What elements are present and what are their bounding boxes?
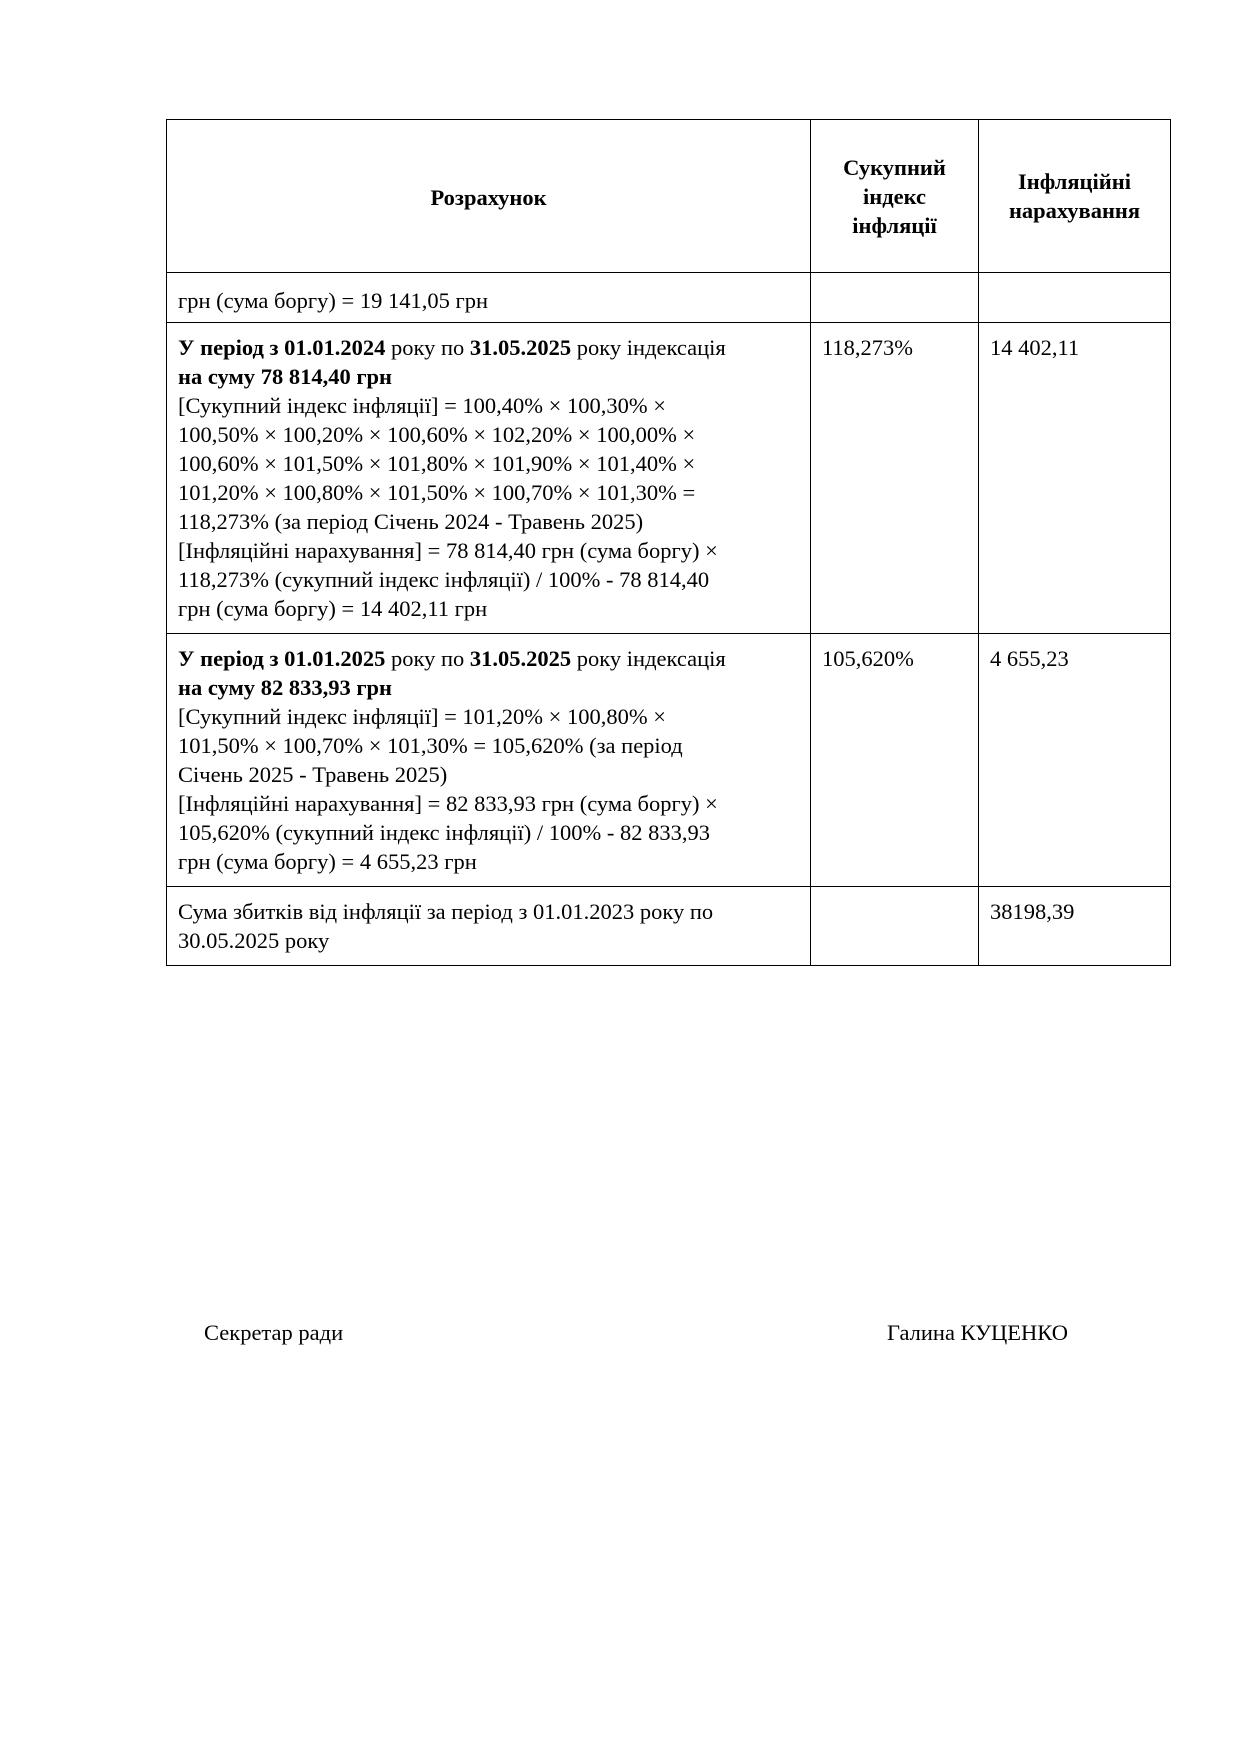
- formula-line: 101,20% × 100,80% × 101,50% × 100,70% × 101,30% =: [178, 480, 696, 505]
- formula-line: [Сукупний індекс інфляції] = 100,40% × 100,30% ×: [178, 393, 666, 418]
- header-line: Сукупний: [843, 154, 946, 180]
- formula-line: 101,50% × 100,70% × 101,30% = 105,620% (за період: [178, 733, 683, 758]
- calc-line: грн (сума боргу) = 14 402,11 грн: [178, 596, 488, 621]
- period-suffix: року індексація: [571, 335, 726, 360]
- header-line: інфляції: [852, 212, 937, 238]
- period-start-date: 01.01.2024: [284, 335, 386, 360]
- formula-line: Січень 2025 - Травень 2025): [178, 762, 448, 787]
- total-label-line: Сума збитків від інфляції за період з 01.01.2023 року по: [178, 899, 714, 924]
- calculation-cell: грн (сума боргу) = 19 141,05 грн: [167, 273, 811, 323]
- calculation-cell: [167, 634, 811, 887]
- header-line: Інфляційні: [1018, 169, 1131, 194]
- period-start-date: 01.01.2025: [284, 646, 386, 671]
- header-line: індекс: [863, 183, 926, 209]
- calc-line: [Інфляційні нарахування] = 78 814,40 грн (сума боргу) ×: [178, 538, 718, 563]
- formula-line: 118,273% (за період Січень 2024 - Травень 2025): [178, 509, 644, 534]
- index-cell: 105,620%: [811, 634, 979, 887]
- header-calculation: Розрахунок: [167, 120, 811, 273]
- table-row: [167, 273, 1171, 323]
- formula-line: [Сукупний індекс інфляції] = 101,20% × 100,80% ×: [178, 704, 666, 729]
- formula-line: 100,50% × 100,20% × 100,60% × 102,20% × 100,00% ×: [178, 422, 696, 447]
- period-prefix: У період з: [178, 646, 285, 671]
- header-line: нарахування: [1008, 198, 1141, 223]
- period-line: [178, 644, 800, 673]
- table-row-total: [167, 887, 1171, 966]
- signatory-position: Секретар ради: [204, 1320, 344, 1345]
- debt-sum: 82 833,93 грн: [260, 675, 393, 700]
- amount-cell: [979, 273, 1171, 323]
- period-mid: року по: [385, 335, 470, 360]
- period-prefix: У період з: [178, 335, 285, 360]
- calc-line: [Інфляційні нарахування] = 82 833,93 грн (сума боргу) ×: [178, 791, 718, 816]
- amount-cell: 14 402,11: [979, 323, 1171, 634]
- formula-line: 100,60% × 101,50% × 101,80% × 101,90% × 101,40% ×: [178, 451, 696, 476]
- period-end-date: 31.05.2025: [469, 335, 572, 360]
- calculation-cell: [167, 323, 811, 634]
- sum-line: [178, 673, 800, 702]
- sum-prefix: на суму: [178, 364, 261, 389]
- table-header-row: [167, 120, 1171, 273]
- inflation-calculation-table: [166, 119, 1171, 966]
- calc-line: 105,620% (сукупний індекс інфляції) / 100% - 82 833,93: [178, 820, 710, 845]
- index-cell: 118,273%: [811, 323, 979, 634]
- sum-line: [178, 362, 800, 391]
- header-inflation-charges: [979, 120, 1171, 273]
- total-amount-cell: 38198,39: [979, 887, 1171, 966]
- period-end-date: 31.05.2025: [469, 646, 572, 671]
- total-label-cell: [167, 887, 811, 966]
- table-row: [167, 323, 1171, 634]
- table-row: [167, 634, 1171, 887]
- signatory-name: Галина КУЦЕНКО: [887, 1320, 1068, 1345]
- calc-line: 118,273% (сукупний індекс інфляції) / 100% - 78 814,40: [178, 567, 710, 592]
- header-cumulative-index: [811, 120, 979, 273]
- debt-sum: 78 814,40 грн: [260, 364, 393, 389]
- index-cell: [811, 887, 979, 966]
- calc-line: грн (сума боргу) = 4 655,23 грн: [178, 849, 477, 874]
- period-line: [178, 333, 800, 362]
- amount-cell: 4 655,23: [979, 634, 1171, 887]
- sum-prefix: на суму: [178, 675, 261, 700]
- period-suffix: року індексація: [571, 646, 726, 671]
- period-mid: року по: [385, 646, 470, 671]
- total-label-line: 30.05.2025 року: [178, 928, 330, 953]
- index-cell: [811, 273, 979, 323]
